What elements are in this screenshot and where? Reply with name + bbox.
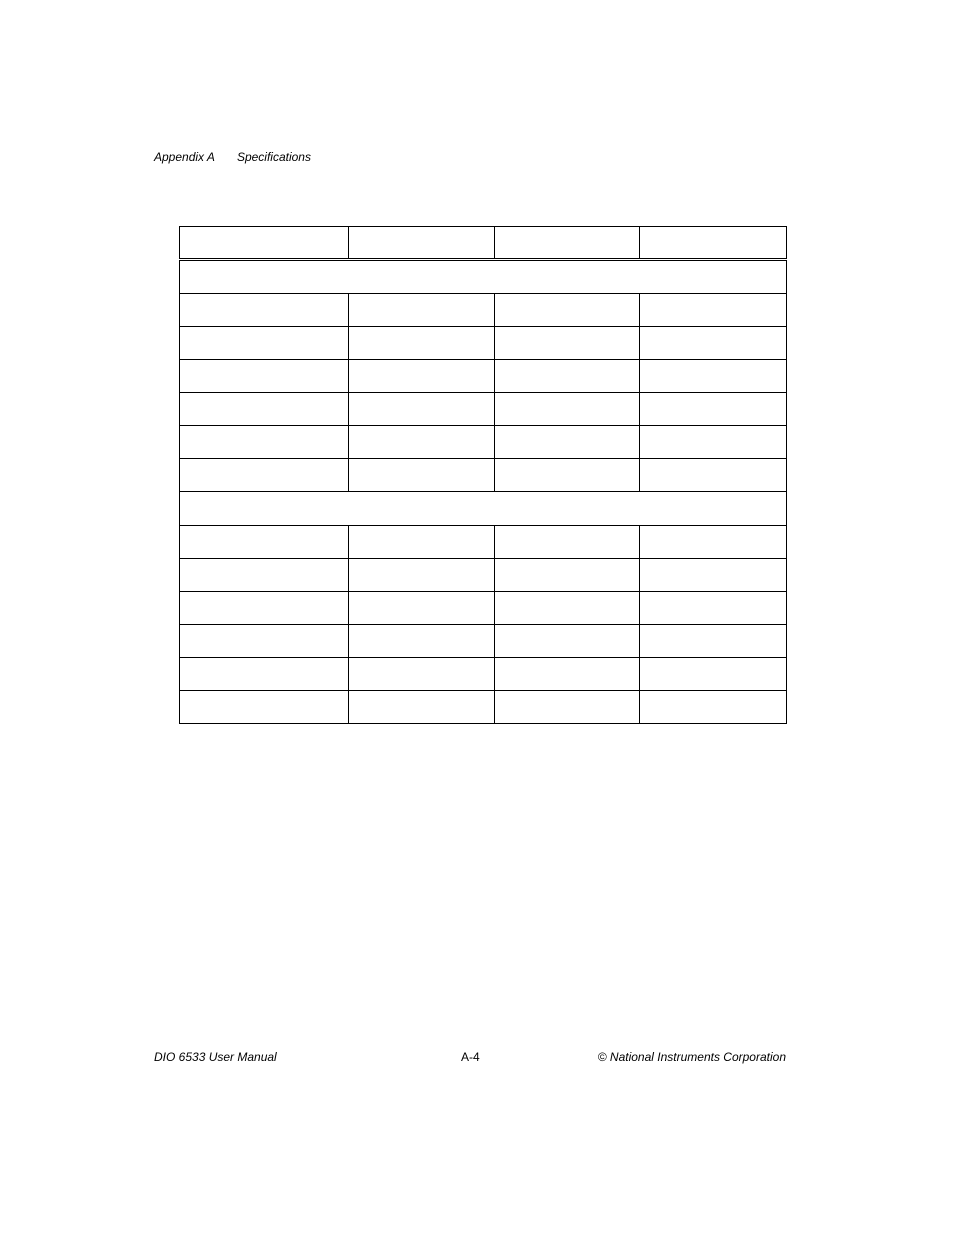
table-cell [495, 559, 640, 592]
table-cell [640, 327, 787, 360]
table-cell [349, 592, 495, 625]
table-cell [349, 327, 495, 360]
table-row [180, 559, 787, 592]
table-cell [180, 559, 349, 592]
copyright-notice: © National Instruments Corporation [597, 1050, 786, 1064]
table-cell [640, 459, 787, 492]
table-header-cell [180, 227, 349, 260]
table-cell [349, 459, 495, 492]
table-row [180, 360, 787, 393]
table-cell [180, 592, 349, 625]
table-header-row [180, 227, 787, 260]
appendix-label: Appendix A [154, 150, 215, 164]
table-cell [640, 691, 787, 724]
table-row [180, 658, 787, 691]
page-number: A-4 [461, 1050, 480, 1064]
table-cell [349, 360, 495, 393]
table-cell [495, 294, 640, 327]
table-row [180, 691, 787, 724]
table-cell [640, 559, 787, 592]
table-group-row [180, 492, 787, 526]
table-cell [180, 526, 349, 559]
table-row [180, 426, 787, 459]
table-cell [180, 393, 349, 426]
table-header-cell [495, 227, 640, 260]
table-cell [180, 691, 349, 724]
table-cell [495, 526, 640, 559]
table-cell [640, 393, 787, 426]
table-group-title [180, 492, 787, 526]
table-row [180, 526, 787, 559]
table-cell [349, 658, 495, 691]
table-group-row [180, 260, 787, 294]
table-cell [495, 691, 640, 724]
table-cell [495, 327, 640, 360]
table-cell [640, 526, 787, 559]
table-cell [349, 691, 495, 724]
table-cell [640, 360, 787, 393]
table-cell [349, 426, 495, 459]
table-cell [640, 658, 787, 691]
table-cell [495, 658, 640, 691]
table-cell [180, 625, 349, 658]
table-cell [349, 294, 495, 327]
manual-title: DIO 6533 User Manual [154, 1050, 277, 1064]
table-cell [640, 426, 787, 459]
table-cell [640, 592, 787, 625]
table-cell [640, 625, 787, 658]
table-cell [180, 658, 349, 691]
table-cell [349, 559, 495, 592]
table-cell [495, 360, 640, 393]
table-row [180, 459, 787, 492]
table-row [180, 393, 787, 426]
table-cell [349, 393, 495, 426]
table-cell [180, 459, 349, 492]
table-cell [180, 327, 349, 360]
table-cell [640, 294, 787, 327]
table-row [180, 592, 787, 625]
table-header-cell [349, 227, 495, 260]
table-cell [349, 526, 495, 559]
table-row [180, 327, 787, 360]
table-cell [495, 426, 640, 459]
table-cell [180, 294, 349, 327]
running-header [154, 150, 311, 164]
table-cell [495, 393, 640, 426]
table-cell [349, 625, 495, 658]
table-row [180, 294, 787, 327]
table-cell [495, 592, 640, 625]
table-cell [495, 459, 640, 492]
table-cell [180, 360, 349, 393]
specifications-table [179, 226, 787, 724]
table-row [180, 625, 787, 658]
section-label: Specifications [236, 150, 311, 164]
table-cell [495, 625, 640, 658]
table-group-title [180, 260, 787, 294]
table-header-cell [640, 227, 787, 260]
table-cell [180, 426, 349, 459]
